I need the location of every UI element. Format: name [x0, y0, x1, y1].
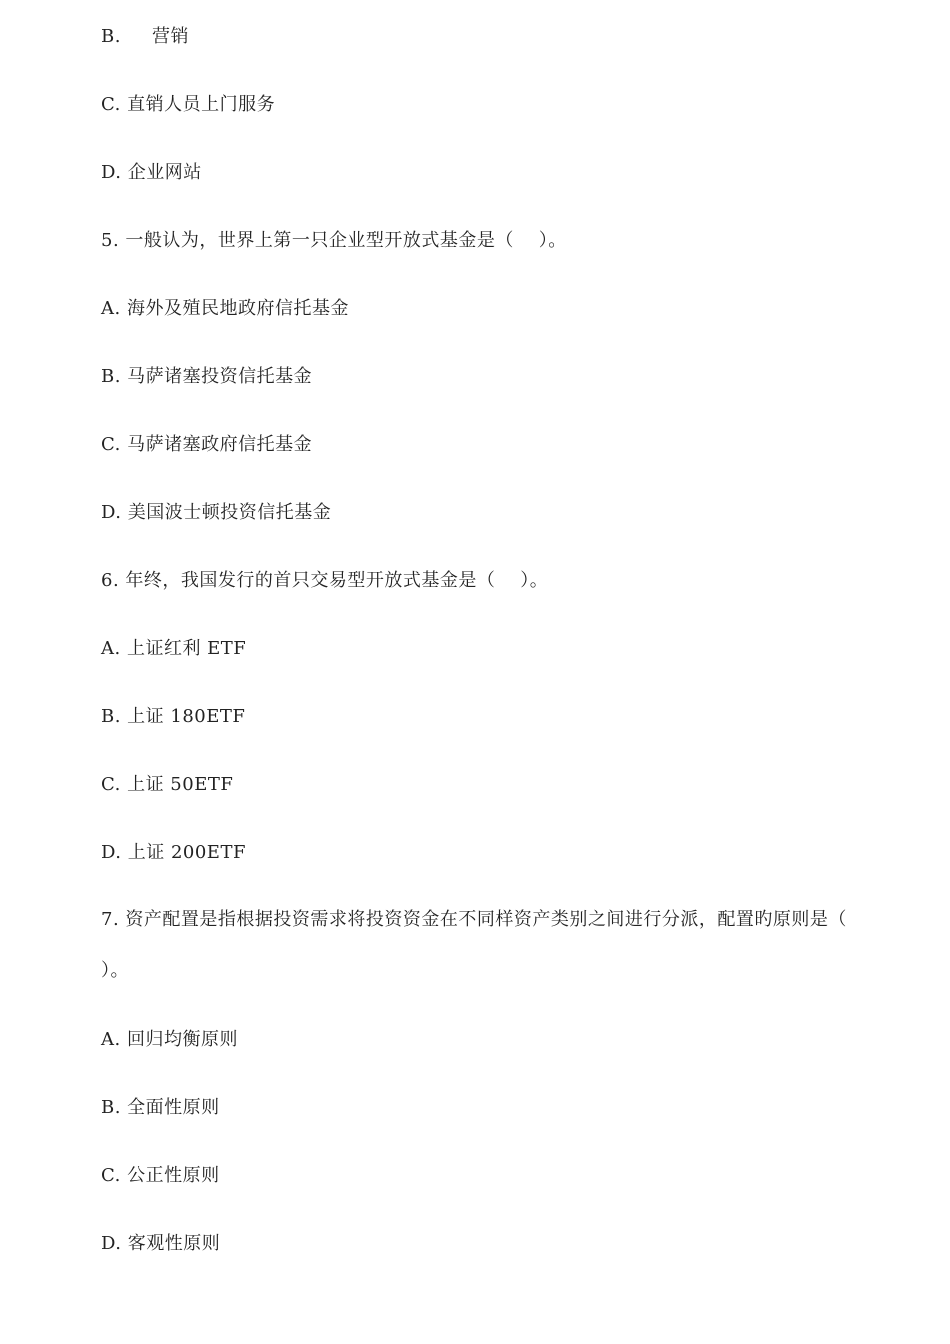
option-b-q6: B. 上证 180ETF	[101, 706, 246, 727]
question-5: 5. 一般认为，世界上第一只企业型开放式基金是（ ）。	[101, 230, 567, 251]
option-d-q7: D. 客观性原则	[101, 1233, 221, 1254]
option-a-q6: A. 上证红利 ETF	[101, 638, 247, 659]
question-7: 7. 资产配置是指根据投资需求将投资资金在不同样资产类别之间进行分派，配置旳原则是（	[101, 909, 847, 930]
option-b-q5: B. 马萨诸塞投资信托基金	[101, 366, 313, 387]
option-c-q5: C. 马萨诸塞政府信托基金	[101, 434, 313, 455]
option-d-q6: D. 上证 200ETF	[101, 842, 246, 863]
option-b-q4: B. 营销	[101, 26, 190, 47]
question-7-continued: ）。	[101, 960, 129, 981]
option-c-q4: C. 直销人员上门服务	[101, 94, 276, 115]
option-a-q7: A. 回归均衡原则	[101, 1029, 238, 1050]
option-b-q7: B. 全面性原则	[101, 1097, 220, 1118]
option-a-q5: A. 海外及殖民地政府信托基金	[101, 298, 349, 319]
option-c-q7: C. 公正性原则	[101, 1165, 220, 1186]
option-d-q4: D. 企业网站	[101, 162, 202, 183]
option-d-q5: D. 美国波士顿投资信托基金	[101, 502, 332, 523]
question-6: 6. 年终，我国发行的首只交易型开放式基金是（ ）。	[101, 570, 549, 591]
option-c-q6: C. 上证 50ETF	[101, 774, 234, 795]
